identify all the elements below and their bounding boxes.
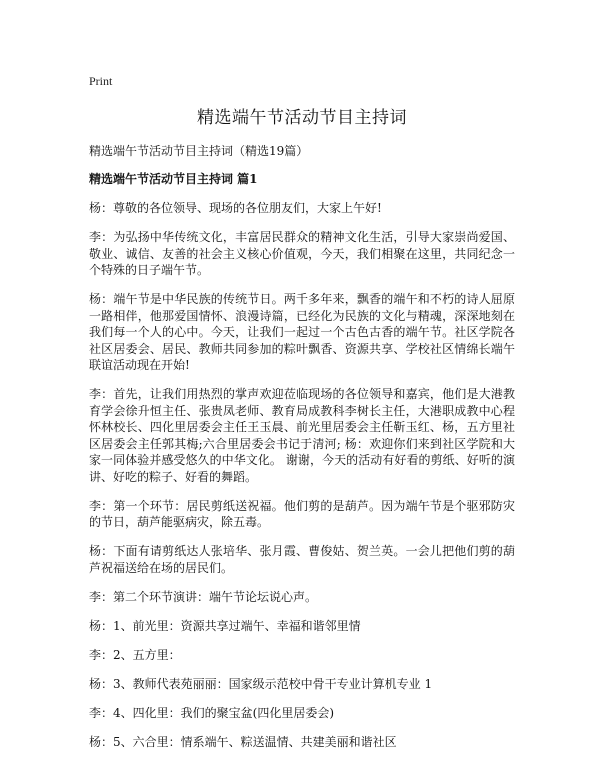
paragraph-2: 李：为弘扬中华传统文化，丰富居民群众的精神文化生活，引导大家崇尚爱国、敬业、诚信、友善的社会主义核心价值观，今天，我们相聚在这里，共同纪念一个特殊的日子端午节。 [89,230,515,277]
print-link[interactable]: Print [89,74,113,88]
paragraph-9: 李：2、五方里： [89,647,181,662]
paragraph-12: 杨：5、六合里：情系端午、粽送温情、共建美丽和谐社区 [89,734,397,749]
document-title: 精选端午节活动节目主持词 [197,108,407,128]
paragraph-6: 杨：下面有请剪纸达人张培华、张月霞、曹俊姑、贺兰英。一会儿把他们剪的葫芦祝福送给在场的居民们。 [89,544,515,575]
paragraph-7: 李：第二个环节演讲：端午节论坛说心声。 [89,589,318,604]
paragraph-4: 李：首先，让我们用热烈的掌声欢迎莅临现场的各位领导和嘉宾，他们是大港教育学会徐升恒主任、张贵凤老师、教育局成教科李树长主任，大港职成教中心程怀林校长、四化里居委会主任王玉晨、前光里居委会主任靳玉红、杨，五方里社区居委会主任郭其梅;六合里居委会书记于清河; 杨：欢迎你们来到社区学院和大家一同体验并感受悠久的中华文化。 谢谢，今天的活动有好看的剪纸、好听的演讲、好吃的粽子、好看的舞蹈。 [89,387,515,484]
paragraph-11: 李：4、四化里：我们的聚宝盆(四化里居委会) [89,705,334,720]
paragraph-3: 杨：端午节是中华民族的传统节日。两千多年来，飘香的端午和不朽的诗人屈原一路相伴，他那爱国情怀、浪漫诗篇，已经化为民族的文化与精魂，深深地刻在我们每一个人的心中。今天，让我们一起过一个古色古香的端午节。社区学院各社区居委会、居民、教师共同参加的粽叶飘香、资源共享、学校社区情绵长端午联谊活动现在开始! [89,292,515,372]
section-heading: 精选端午节活动节目主持词 篇1 [89,172,258,186]
paragraph-5: 李：第一个环节：居民剪纸送祝福。他们剪的是葫芦。因为端午节是个驱邪防灾的节日，葫芦能驱病灾，除五毒。 [89,498,515,529]
paragraph-1: 杨：尊敬的各位领导、现场的各位朋友们，大家上午好! [89,201,382,215]
paragraph-10: 杨：3、教师代表苑丽丽：国家级示范校中骨干专业计算机专业 1 [89,676,433,691]
paragraph-8: 杨：1、前光里：资源共享过端午、幸福和谐邻里情 [89,618,361,633]
document-subtitle: 精选端午节活动节目主持词（精选19篇） [89,144,309,158]
